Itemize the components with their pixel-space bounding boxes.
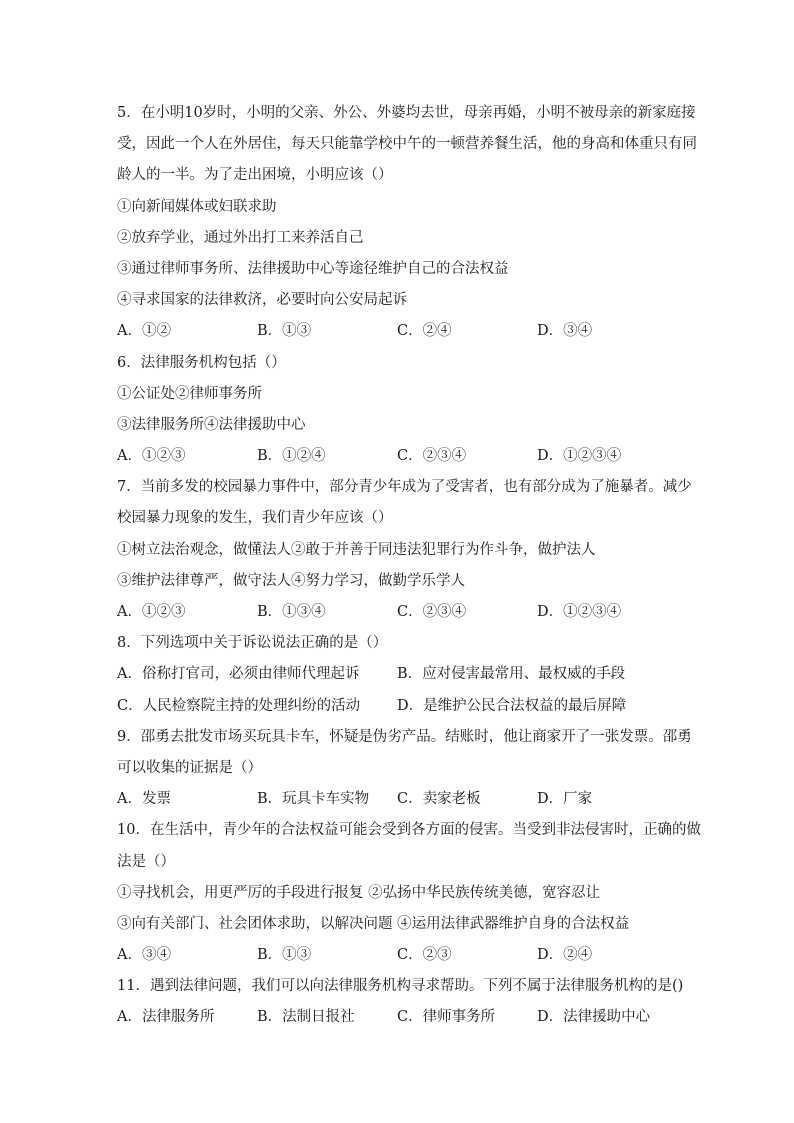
- statement-item: ③向有关部门、社会团体求助，以解决问题 ④运用法律武器维护自身的合法权益: [117, 915, 630, 932]
- statement-item: ③通过律师事务所、法律援助中心等途径维护自己的合法权益: [117, 260, 509, 277]
- answer-option[interactable]: C．人民检察院主持的处理纠纷的活动: [117, 697, 361, 714]
- answer-option[interactable]: B．①③: [257, 947, 312, 964]
- answer-option[interactable]: D．②④: [537, 947, 593, 964]
- question-stem-line: 可以收集的证据是（）: [117, 759, 262, 776]
- question-stem-line: 8．下列选项中关于诉讼说法正确的是（）: [117, 635, 388, 652]
- question-stem-line: 7．当前多发的校园暴力事件中，部分青少年成为了受害者，也有部分成为了施暴者。减少: [117, 479, 692, 496]
- answer-option[interactable]: C．②③: [397, 947, 452, 964]
- answer-option[interactable]: B．法制日报社: [257, 1009, 355, 1026]
- answer-option[interactable]: A．①②③: [117, 448, 186, 465]
- question-5: [117, 98, 697, 348]
- question-stem-line: 10．在生活中，青少年的合法权益可能会受到各方面的侵害。当受到非法侵害时，正确的做: [117, 822, 701, 839]
- statement-item: ③法律服务所④法律援助中心: [117, 416, 306, 433]
- question-8: [117, 628, 677, 722]
- question-stem-line: 6．法律服务机构包括（）: [117, 354, 286, 371]
- statement-item: ③维护法律尊严，做守法人④努力学习，做勤学乐学人: [117, 572, 465, 589]
- options-row: [117, 597, 677, 628]
- answer-option[interactable]: B．①③④: [257, 604, 326, 620]
- answer-option[interactable]: C．②③④: [397, 604, 467, 620]
- answer-option[interactable]: D．①②③④: [537, 448, 622, 465]
- answer-option[interactable]: D．③④: [537, 323, 593, 340]
- answer-option[interactable]: D．①②③④: [537, 604, 622, 620]
- question-9: [117, 722, 692, 816]
- options-row: [117, 784, 677, 815]
- statement-item: ④寻求国家的法律救济，必要时向公安局起诉: [117, 292, 407, 309]
- options-row: [117, 1002, 677, 1033]
- statement-item: ②放弃学业，通过外出打工来养活自己: [117, 229, 364, 246]
- answer-option[interactable]: B．玩具卡车实物: [257, 791, 370, 808]
- question-stem-line: 法是（）: [117, 853, 175, 870]
- question-stem-line: 受，因此一个人在外居住，每天只能靠学校中午的一顿营养餐生活，他的身高和体重只有同: [117, 136, 697, 153]
- options-row: [117, 940, 677, 971]
- exam-page: [117, 98, 701, 1034]
- answer-option[interactable]: A．①②③: [117, 604, 186, 620]
- statement-item: ①公证处②律师事务所: [117, 385, 262, 402]
- question-stem-line: 11．遇到法律问题，我们可以向法律服务机构寻求帮助。下列不属于法律服务机构的是(): [117, 978, 684, 995]
- statement-item: ①寻找机会，用更严厉的手段进行报复 ②弘扬中华民族传统美德，宽容忍让: [117, 884, 601, 901]
- answer-option[interactable]: C．卖家老板: [397, 791, 481, 808]
- options-row: [117, 316, 677, 347]
- statement-item: ①向新闻媒体或妇联求助: [117, 198, 277, 215]
- answer-option[interactable]: C．②③④: [397, 448, 467, 465]
- answer-option[interactable]: D．是维护公民合法权益的最后屏障: [397, 697, 627, 714]
- answer-option[interactable]: A．法律服务所: [117, 1009, 215, 1026]
- question-11: [117, 971, 684, 1033]
- question-10: [117, 815, 701, 971]
- answer-option[interactable]: C．律师事务所: [397, 1009, 496, 1026]
- answer-option[interactable]: A．发票: [117, 791, 171, 808]
- answer-option[interactable]: A．③④: [117, 947, 171, 964]
- question-stem-line: 龄人的一半。为了走出困境，小明应该（）: [117, 167, 393, 184]
- answer-option[interactable]: D．厂家: [537, 791, 593, 808]
- options-row: [117, 659, 677, 690]
- question-stem-line: 9．邵勇去批发市场买玩具卡车，怀疑是伪劣产品。结账时，他让商家开了一张发票。邵勇: [117, 728, 692, 745]
- question-stem-line: 校园暴力现象的发生，我们青少年应该（）: [117, 510, 393, 527]
- options-row: [117, 441, 677, 472]
- answer-option[interactable]: C．②④: [397, 323, 452, 340]
- answer-option[interactable]: B．①②④: [257, 448, 326, 465]
- answer-option[interactable]: B．应对侵害最常用、最权威的手段: [397, 666, 626, 683]
- question-7: [117, 472, 692, 628]
- options-row: [117, 691, 677, 722]
- question-6: [117, 348, 677, 473]
- question-stem-line: 5．在小明10岁时，小明的父亲、外公、外婆均去世，母亲再婚，小明不被母亲的新家庭接: [117, 105, 696, 121]
- answer-option[interactable]: A．①②: [117, 323, 171, 340]
- answer-option[interactable]: B．①③: [257, 323, 312, 340]
- answer-option[interactable]: A．俗称打官司，必须由律师代理起诉: [117, 666, 360, 683]
- statement-item: ①树立法治观念，做懂法人②敢于并善于同违法犯罪行为作斗争，做护法人: [117, 541, 596, 558]
- answer-option[interactable]: D．法律援助中心: [537, 1009, 651, 1026]
